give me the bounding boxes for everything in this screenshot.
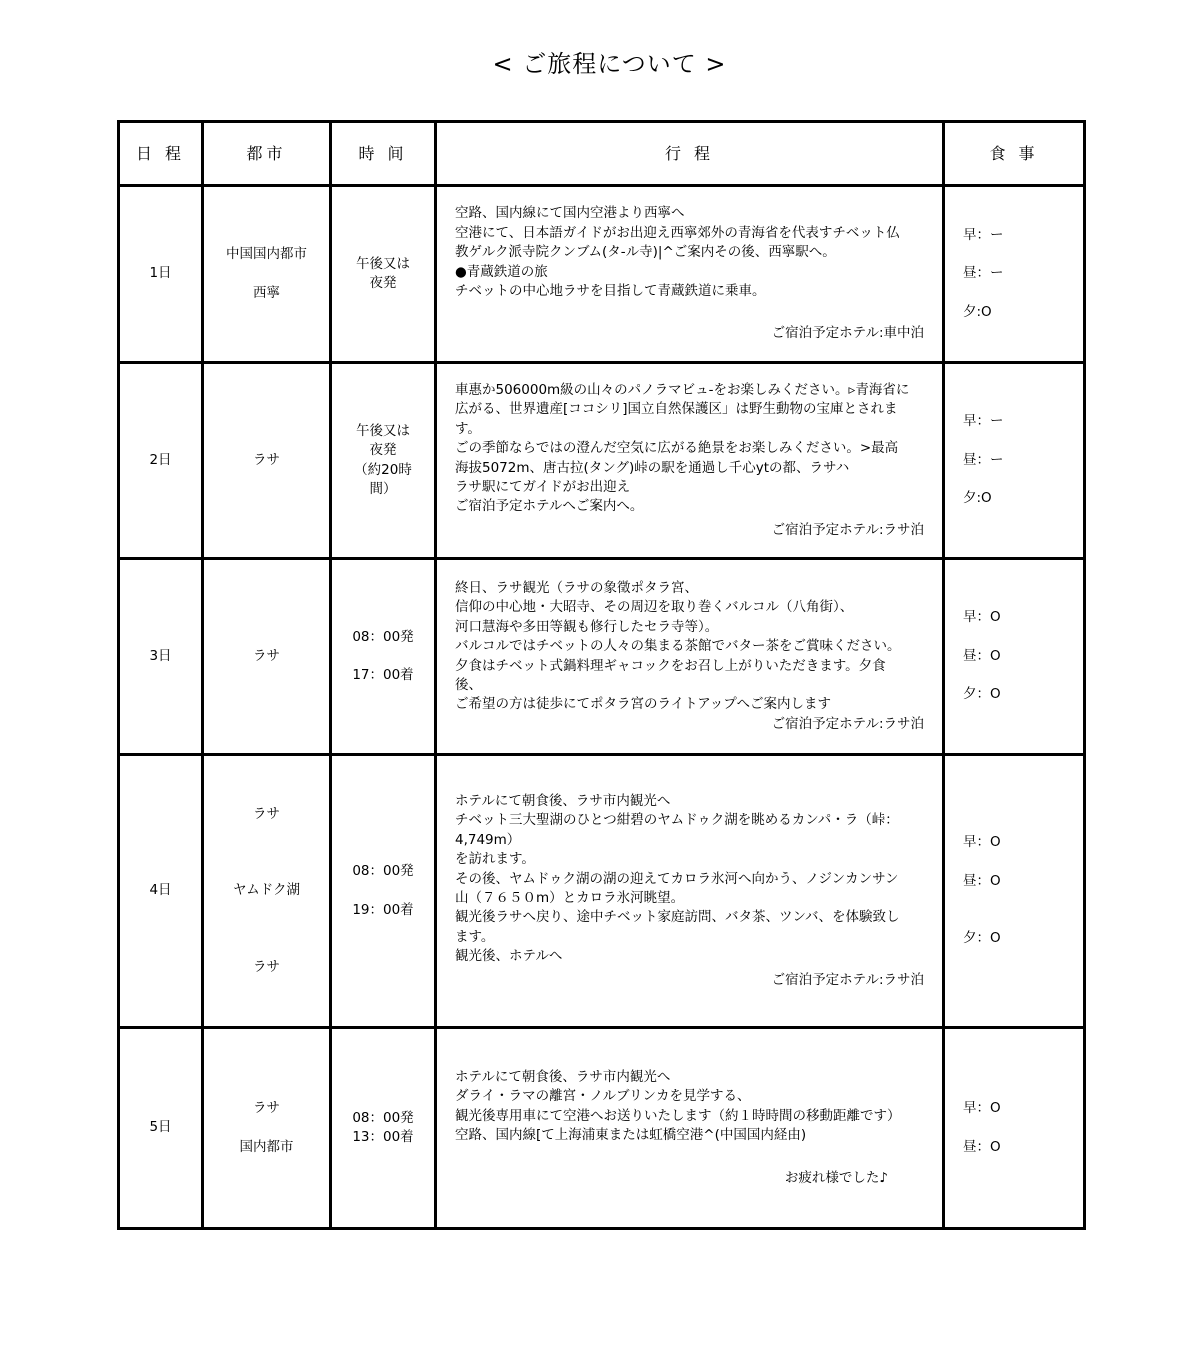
time-text: 08：00発: [352, 628, 414, 645]
city-name: ラサ: [253, 451, 280, 468]
city-cell: [203, 363, 331, 559]
meal-lunch: 昼：O: [963, 1138, 1001, 1155]
schedule-line: 観光後専用車にて空港へお送りいたします（約１時時間の移動距離です）: [455, 1107, 901, 1124]
schedule-line: チベット三大聖湖のひとつ紺碧のヤムドゥク湖を眺めるカンパ・ラ（峠：: [455, 812, 899, 829]
header-day: 日 程: [119, 122, 203, 186]
city-cell: [203, 186, 331, 363]
city-name: ヤムドク湖: [232, 882, 301, 899]
city-cell: [203, 1028, 331, 1229]
time-text: （約20時: [354, 461, 412, 478]
schedule-line: 車惠か506000m級の山々のパノラマビュ-をお楽しみください。▹青海省に: [455, 381, 910, 398]
itinerary-table: [117, 120, 1086, 1230]
table-header-row: [119, 122, 1085, 186]
table-row: [119, 186, 1085, 363]
schedule-line: 4,749m）: [455, 831, 521, 848]
schedule-line: 空港にて、日本語ガイドがお出迎え西寧郊外の青海省を代表すチベット仏: [455, 224, 900, 241]
city-cell: [203, 755, 331, 1028]
time-text: 午後又は: [356, 255, 410, 272]
time-cell: [331, 755, 436, 1028]
schedule-line: 後、: [455, 676, 482, 693]
schedule-line: 観光後ラサへ戻り、途中チベット家庭訪問、バタ茶、ツンバ、を体験致し: [455, 909, 900, 926]
city-name: 中国国内都市: [226, 246, 307, 263]
schedule-line: 空路、国内線[て上海浦東または虹橋空港^(中国国内経由): [455, 1127, 807, 1144]
day-cell: 5日: [119, 1028, 203, 1229]
meal-dinner: 夕：O: [963, 930, 1001, 947]
time-text: 19：00着: [352, 901, 414, 918]
schedule-line: 夕食はチベット式鍋料理ギャコックをお召し上がりいただきます。夕食: [455, 657, 886, 674]
schedule-line: ホテルにて朝食後、ラサ市内観光へ: [455, 792, 671, 809]
schedule-line: 信仰の中心地・大昭寺、その周辺を取り巻くバルコル（八角街）、: [455, 599, 854, 616]
schedule-cell: [436, 363, 944, 559]
schedule-line: ご宿泊予定ホテルへご案内へ。: [455, 498, 644, 515]
time-text: 夜発: [369, 275, 397, 291]
page-title: < ご旅程について >: [492, 50, 727, 78]
meal-lunch: 昼：O: [963, 872, 1001, 889]
schedule-line: ホテルにて朝食後、ラサ市内観光へ: [455, 1068, 671, 1085]
schedule-line: その後、ヤムドゥク湖の湖の迎えてカロラ氷河へ向かう、ノジンカンサン: [455, 870, 899, 887]
hotel-note: ご宿泊予定ホテル:ラサ泊: [771, 971, 924, 988]
schedule-line: ごの季節ならではの澄んだ空気に広がる絶景をお楽しみください。>最高: [455, 440, 899, 457]
meal-breakfast: 早：O: [963, 834, 1001, 851]
meals-cell: [944, 755, 1085, 1028]
schedule-cell: [436, 755, 944, 1028]
schedule-line: 観光後、ホテルへ: [455, 948, 563, 965]
table-row: [119, 755, 1085, 1028]
schedule-line: ●青蔵鉄道の旅: [455, 263, 548, 280]
schedule-line: ご希望の方は徒歩にてポタラ宮のライトアップへご案内します: [455, 696, 831, 713]
time-text: 間）: [369, 480, 397, 497]
table-row: [119, 559, 1085, 755]
schedule-cell: [436, 186, 944, 363]
city-cell: [203, 559, 331, 755]
meal-dinner: 夕:O: [963, 303, 992, 320]
meal-dinner: 夕：O: [963, 686, 1001, 703]
city-name: ラサ: [253, 647, 280, 664]
meals-cell: [944, 186, 1085, 363]
meal-dinner: 夕:O: [963, 490, 992, 507]
schedule-line: を訪れます。: [455, 851, 535, 868]
header-schedule: 行 程: [436, 122, 944, 186]
schedule-line: ます。: [455, 928, 495, 945]
header-city: 都市: [203, 122, 331, 186]
schedule-line: 教ゲルク派寺院クンブム(タ-ル寺)|^ご案内その後、西寧駅へ。: [455, 244, 836, 261]
time-text: 13：00着: [352, 1129, 414, 1145]
table-row: [119, 1028, 1085, 1229]
meals-cell: [944, 363, 1085, 559]
schedule-line: 空路、国内線にて国内空港より西寧へ: [455, 205, 685, 222]
schedule-line: バルコルではチベットの人々の集まる茶館でバター茶をご賞味ください。: [455, 638, 901, 655]
closing-note: お疲れ様でした♪: [784, 1169, 888, 1186]
time-cell: [331, 559, 436, 755]
meal-lunch: 昼：ー: [963, 451, 1004, 468]
hotel-note: ご宿泊予定ホテル:ラサ泊: [771, 521, 924, 538]
schedule-line: 山（７６５０m）とカロラ氷河眺望。: [455, 890, 685, 906]
schedule-line: す。: [455, 420, 481, 437]
day-cell: 4日: [119, 755, 203, 1028]
schedule-line: 広がる、世界遺産[ココシリ]国立自然保護区」は野生動物の宝庫とされま: [455, 401, 898, 418]
meals-cell: [944, 1028, 1085, 1229]
schedule-line: ダライ・ラマの離宮・ノルブリンカを見学する、: [455, 1088, 751, 1105]
schedule-cell: [436, 559, 944, 755]
city-name: ラサ: [253, 958, 280, 975]
time-text: 17：00着: [352, 667, 414, 683]
day-cell: 3日: [119, 559, 203, 755]
schedule-line: 河口慧海や多田等観も修行したセラ寺等）。: [455, 618, 719, 635]
schedule-line: 終日、ラサ観光（ラサの象徵ポタラ宮、: [455, 579, 698, 596]
day-cell: 1日: [119, 186, 203, 363]
meal-lunch: 昼：O: [963, 647, 1001, 664]
schedule-line: チベットの中心地ラサを目指して青蔵鉄道に乗車。: [455, 282, 766, 299]
meals-cell: [944, 559, 1085, 755]
city-name: ラサ: [253, 1100, 280, 1117]
time-cell: [331, 363, 436, 559]
hotel-note: ご宿泊予定ホテル:車中泊: [771, 325, 924, 342]
meal-lunch: 昼：ー: [963, 265, 1004, 282]
time-cell: [331, 186, 436, 363]
time-text: 夜発: [369, 442, 397, 459]
schedule-line: ラサ駅にてガイドがお出迎え: [455, 478, 631, 495]
city-name: 西寧: [253, 284, 280, 301]
time-text: 08：00発: [352, 1109, 414, 1126]
meal-breakfast: 早：ー: [963, 226, 1004, 243]
schedule-cell: [436, 1028, 944, 1229]
schedule-line: 海拔5072m、唐古拉(タング)峠の駅を通過し千心ytの都、ラサハ: [455, 459, 850, 476]
header-meals: 食 事: [944, 122, 1085, 186]
table-row: [119, 363, 1085, 559]
city-name: 国内都市: [239, 1138, 294, 1155]
time-text: 08：00発: [352, 863, 414, 880]
meal-breakfast: 早：O: [963, 609, 1001, 626]
meal-breakfast: 早：ー: [963, 413, 1004, 430]
time-text: 午後又は: [356, 422, 410, 439]
meal-breakfast: 早：O: [963, 1100, 1001, 1117]
header-time: 時 间: [331, 122, 436, 186]
hotel-note: ご宿泊予定ホテル:ラサ泊: [771, 715, 924, 732]
day-cell: 2日: [119, 363, 203, 559]
time-cell: [331, 1028, 436, 1229]
city-name: ラサ: [253, 805, 280, 822]
